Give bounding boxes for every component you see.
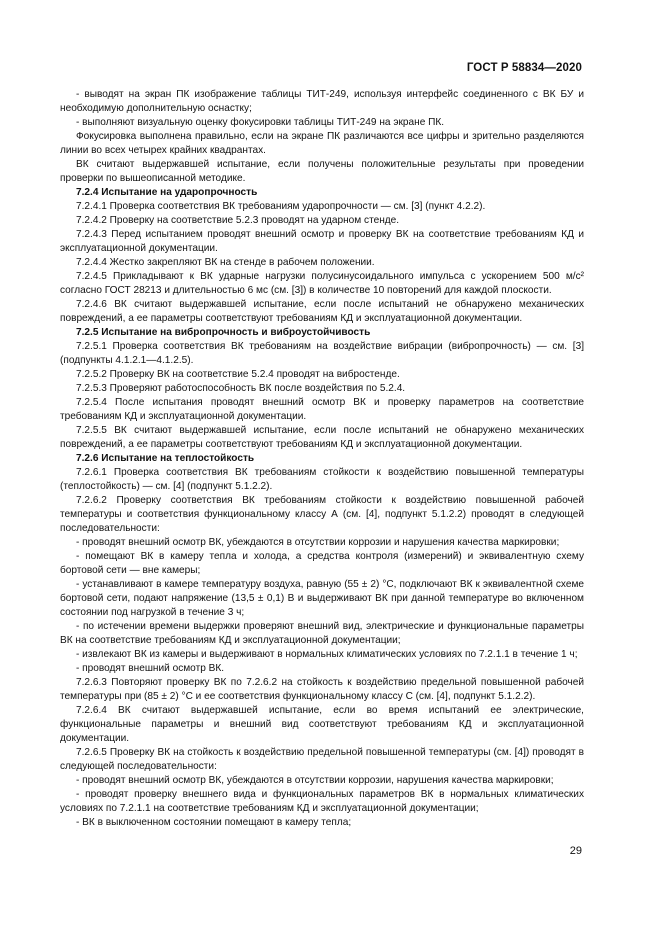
paragraph: - выводят на экран ПК изображение таблицы ТИТ-249, используя интерфейс соединенного с ВК БУ и необходимую дополнительную оснастку; <box>60 89 584 114</box>
paragraph: - ВК в выключенном состоянии помещают в камеру тепла; <box>76 817 352 828</box>
paragraph: - по истечении времени выдержки проверяют внешний вид, электрические и функциональные параметры ВК на соответствие требованиям КД и эксплуатационной документации; <box>60 621 584 646</box>
paragraph: 7.2.6.4 ВК считают выдержавшей испытание, если во время испытаний ее электрические, функциональные параметры и внешний вид соответствуют требованиям КД и эксплуатационной документации. <box>60 705 584 744</box>
paragraph: - извлекают ВК из камеры и выдерживают в нормальных климатических условиях по 7.2.1.1 в течение 1 ч; <box>76 649 578 660</box>
paragraph: 7.2.5.1 Проверка соответствия ВК требованиям на воздействие вибрации (вибропрочность) — см. [3] (подпункты 4.1.2.1—4.1.2.5). <box>60 341 584 366</box>
paragraph: 7.2.5.4 После испытания проводят внешний осмотр ВК и проверку параметров на соответствие требованиям КД и эксплуатационной документации. <box>60 397 584 422</box>
document-header: ГОСТ Р 58834—2020 <box>466 62 582 74</box>
paragraph: 7.2.5.3 Проверяют работоспособность ВК после воздействия по 5.2.4. <box>76 383 406 394</box>
paragraph: Фокусировка выполнена правильно, если на экране ПК различаются все цифры и зрительно разделяются линии во всех четырех крайних квадрантах. <box>60 131 584 156</box>
paragraph: 7.2.4.2 Проверку на соответствие 5.2.3 проводят на ударном стенде. <box>76 215 400 226</box>
paragraph: - проводят внешний осмотр ВК, убеждаются в отсутствии коррозии и нарушения качества маркировки; <box>76 537 560 548</box>
paragraph: - выполняют визуальную оценку фокусировки таблицы ТИТ-249 на экране ПК. <box>76 117 445 128</box>
paragraph: 7.2.4.6 ВК считают выдержавшей испытание, если после испытаний не обнаружено механических повреждений, а ее параметры соответствуют требованиям КД и эксплуатационной документации. <box>60 299 584 324</box>
page-body <box>60 88 584 830</box>
paragraph: 7.2.4.1 Проверка соответствия ВК требованиям ударопрочности — см. [3] (пункт 4.2.2). <box>76 201 486 212</box>
paragraph: 7.2.4.3 Перед испытанием проводят внешний осмотр и проверку ВК на соответствие требованиям КД и эксплуатационной документации. <box>60 229 584 254</box>
paragraph: - помещают ВК в камеру тепла и холода, а средства контроля (измерений) и эквивалентную схему бортовой сети — вне камеры; <box>60 551 584 576</box>
paragraph: 7.2.5.2 Проверку ВК на соответствие 5.2.4 проводят на вибростенде. <box>76 369 400 380</box>
section-heading: 7.2.6 Испытание на теплостойкость <box>76 453 255 464</box>
page-number: 29 <box>569 845 582 857</box>
paragraph: 7.2.4.4 Жестко закрепляют ВК на стенде в рабочем положении. <box>76 257 375 268</box>
paragraph: - устанавливают в камере температуру воздуха, равную (55 ± 2) °С, подключают ВК к эквивалентной схеме бортовой сети, подают напряжение (13,5 ± 0,1) В и выдерживают ВК при данной температуре во включенном состоянии под нагрузкой в течение 3 ч; <box>60 579 584 618</box>
paragraph: - проводят внешний осмотр ВК, убеждаются в отсутствии коррозии, нарушения качества маркировки; <box>76 775 554 786</box>
section-heading: 7.2.5 Испытание на вибропрочность и виброустойчивость <box>76 327 371 338</box>
paragraph: 7.2.6.5 Проверку ВК на стойкость к воздействию предельной повышенной температуры (см. [4]) проводят в следующей последовательности: <box>60 747 584 772</box>
section-heading: 7.2.4 Испытание на ударопрочность <box>76 187 258 198</box>
paragraph: 7.2.4.5 Прикладывают к ВК ударные нагрузки полусинусоидального импульса с ускорением 500 м/с² согласно ГОСТ 28213 и длительностью 6 мс (см. [3]) в количестве 10 повторений для каждой плоскости. <box>60 271 584 296</box>
paragraph: 7.2.6.2 Проверку соответствия ВК требованиям стойкости к воздействию повышенной рабочей температуры и соответствия функциональному классу А (см. [4], подпункт 5.1.2.2) проводят в следующей последовательности: <box>60 495 584 534</box>
paragraph: ВК считают выдержавшей испытание, если получены положительные результаты при проведении проверки по вышеописанной методике. <box>60 159 584 184</box>
paragraph: - проводят внешний осмотр ВК. <box>76 663 225 674</box>
paragraph: 7.2.6.1 Проверка соответствия ВК требованиям стойкости к воздействию повышенной температуры (теплостойкость) — см. [4] (подпункт 5.1.2.2). <box>60 467 584 492</box>
paragraph: - проводят проверку внешнего вида и функциональных параметров ВК в нормальных климатических условиях по 7.2.1.1 на соответствие требованиям КД и эксплуатационной документации; <box>60 789 584 814</box>
paragraph: 7.2.5.5 ВК считают выдержавшей испытание, если после испытаний не обнаружено механических повреждений, а ее параметры соответствуют требованиям КД и эксплуатационной документации. <box>60 425 584 450</box>
paragraph: 7.2.6.3 Повторяют проверку ВК по 7.2.6.2 на стойкость к воздействию предельной повышенной рабочей температуры при (85 ± 2) °С и ее соответствия функциональному классу С (см. [4], подпункт 5.1.2.2). <box>60 677 584 702</box>
